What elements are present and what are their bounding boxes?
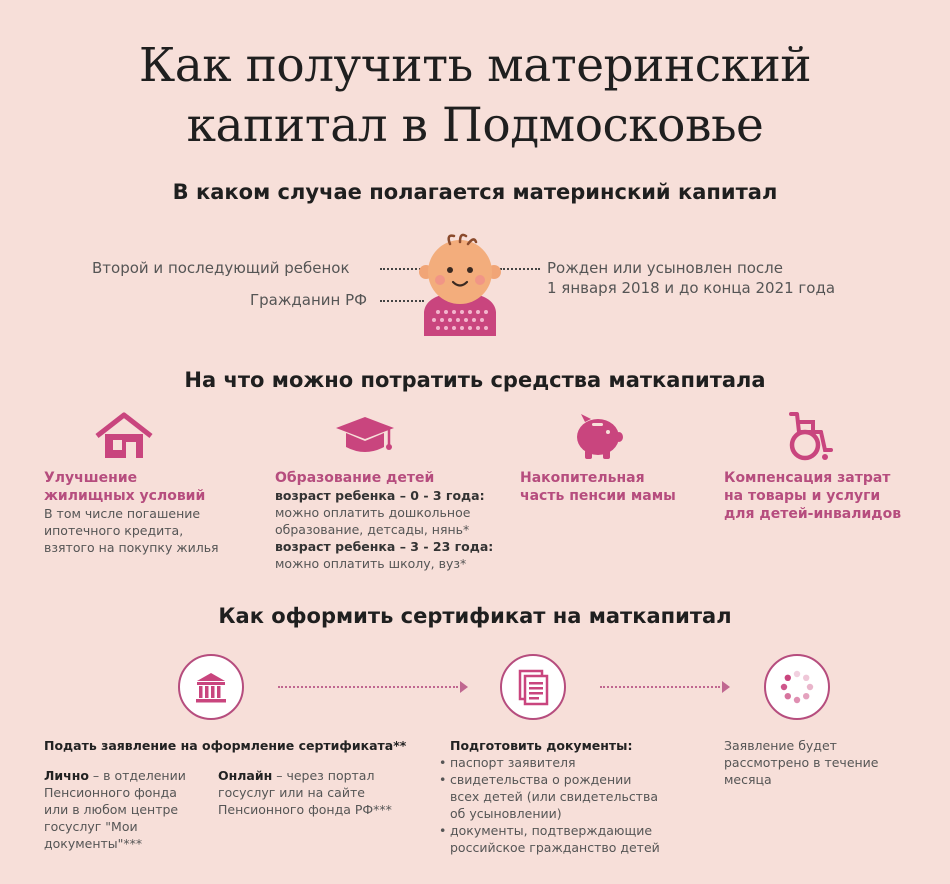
- citizen-label: Гражданин РФ: [250, 291, 368, 309]
- step3-text: [724, 737, 879, 788]
- doc-birth-line1: • свидетельства о рождении: [450, 772, 632, 787]
- housing-title-line2: жилищных условий: [44, 488, 206, 504]
- doc-item-birth: [450, 771, 660, 822]
- education-age2-line: можно оплатить школу, вуз*: [275, 556, 467, 571]
- step3-line2: рассмотрено в течение: [724, 755, 879, 770]
- personal-bold: Лично: [44, 768, 89, 783]
- bank-building-icon: [180, 656, 242, 718]
- online-bold: Онлайн: [218, 768, 273, 783]
- doc-citizenship-line2: российское гражданство детей: [450, 840, 660, 855]
- pension-title-line2: часть пенсии мамы: [520, 488, 676, 504]
- house-icon: [95, 412, 153, 460]
- step1-personal: [44, 767, 186, 852]
- doc-birth-line3: об усыновлении): [450, 806, 562, 821]
- page-title: [0, 36, 950, 156]
- documents-list: [438, 754, 660, 856]
- doc-item-citizenship: [450, 822, 660, 856]
- step1-personal-line3: или в любом центре: [44, 802, 179, 817]
- wheelchair-icon: [785, 410, 835, 462]
- disabled-title-line3: для детей-инвалидов: [724, 506, 902, 522]
- education-age1: возраст ребенка – 0 - 3 года:: [275, 488, 485, 503]
- online-rest: – через портал: [272, 768, 375, 783]
- spend-pension: [520, 469, 676, 505]
- personal-rest: – в отделении: [88, 768, 186, 783]
- step2-text: [438, 737, 660, 856]
- step3-line1: Заявление будет: [724, 738, 837, 753]
- spend-education: [275, 469, 493, 572]
- step1-personal-line4: госуслуг "Мои: [44, 819, 138, 834]
- disabled-title-line1: Компенсация затрат: [724, 470, 891, 486]
- arrow-1-line: [278, 686, 458, 688]
- spend-housing: [44, 469, 219, 556]
- born-connector: [500, 268, 540, 270]
- eligibility-heading: В каком случае полагается материнский капитал: [172, 180, 778, 204]
- housing-sub-line2: ипотечного кредита,: [44, 523, 184, 538]
- step1-online-line3: Пенсионного фонда РФ***: [218, 802, 392, 817]
- second-child-label: Второй и последующий ребенок: [92, 259, 350, 277]
- doc-item-passport: [450, 754, 660, 771]
- step3-circle: [764, 654, 830, 720]
- step1-online: [218, 767, 392, 818]
- step2-title: Подготовить документы:: [450, 738, 633, 753]
- doc-birth-line2: всех детей (или свидетельства: [450, 789, 658, 804]
- loading-spinner-icon: [766, 656, 828, 718]
- education-title: Образование детей: [275, 470, 435, 486]
- arrow-2-line: [600, 686, 720, 688]
- pension-title-line1: Накопительная: [520, 470, 645, 486]
- step3-line3: месяца: [724, 772, 772, 787]
- page-title-line2: капитал в Подмосковье: [186, 98, 764, 153]
- piggy-bank-icon: [571, 412, 623, 460]
- arrow-1-head: [460, 681, 468, 693]
- step1-title: Подать заявление на оформление сертификата**: [44, 738, 407, 753]
- step1-personal-line5: документы"***: [44, 836, 143, 851]
- arrow-2-head: [722, 681, 730, 693]
- step1-personal-line2: Пенсионного фонда: [44, 785, 177, 800]
- doc-item-passport-text: паспорт заявителя: [450, 755, 576, 770]
- education-age2: возраст ребенка – 3 - 23 года:: [275, 539, 494, 554]
- step1-personal-line1: [44, 767, 186, 784]
- graduation-cap-icon: [334, 414, 396, 458]
- step1-online-line1: [218, 767, 392, 784]
- housing-sub-line3: взятого на покупку жилья: [44, 540, 219, 555]
- born-label-line1: Рожден или усыновлен после: [547, 259, 783, 277]
- step2-circle: [500, 654, 566, 720]
- housing-sub-line1: В том числе погашение: [44, 506, 201, 521]
- step1-circle: [178, 654, 244, 720]
- born-label: [547, 258, 835, 298]
- education-age1-line2: образование, детсады, нянь*: [275, 522, 470, 537]
- spend-heading: На что можно потратить средства маткапитала: [184, 368, 766, 392]
- certificate-heading: Как оформить сертификат на маткапитал: [218, 604, 732, 628]
- disabled-title-line2: на товары и услуги: [724, 488, 881, 504]
- education-age1-line1: можно оплатить дошкольное: [275, 505, 471, 520]
- doc-citizenship-line1: • документы, подтверждающие: [450, 823, 653, 838]
- documents-icon: [502, 656, 564, 718]
- born-label-line2: 1 января 2018 и до конца 2021 года: [547, 279, 836, 297]
- page-title-line1: Как получить материнский: [138, 38, 812, 93]
- housing-title-line1: Улучшение: [44, 470, 138, 486]
- spend-disabled: [724, 469, 901, 523]
- baby-icon: [416, 232, 504, 336]
- step1-online-line2: госуслуг или на сайте: [218, 785, 365, 800]
